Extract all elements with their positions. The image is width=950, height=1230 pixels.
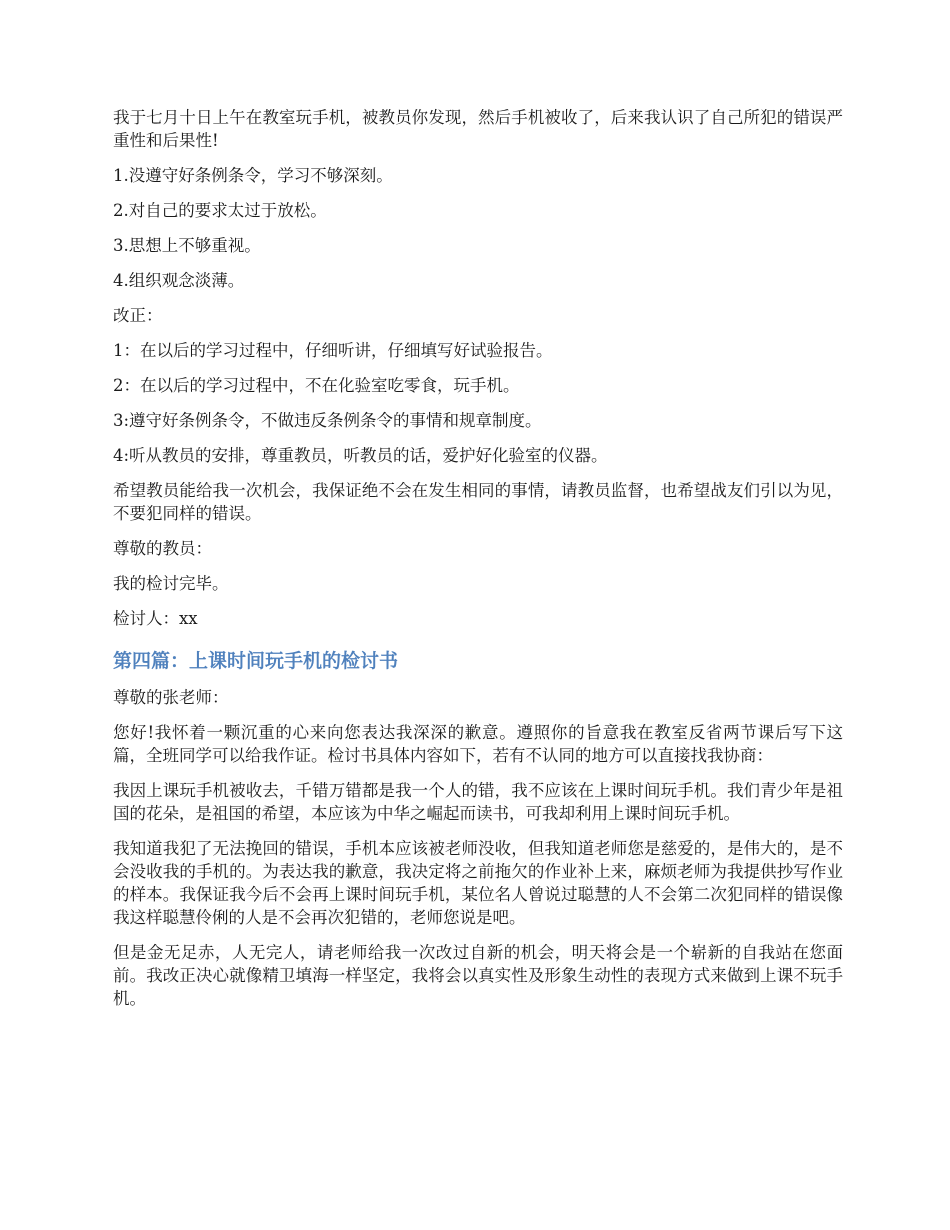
list-item: 4.组织观念淡薄。	[113, 271, 245, 290]
list-item: 3.思想上不够重视。	[113, 236, 261, 255]
salutation: 尊敬的张老师：	[113, 688, 229, 707]
list-item: 2：在以后的学习过程中，不在化验室吃零食，玩手机。	[113, 376, 520, 395]
paragraph: 我因上课玩手机被收去，千错万错都是我一个人的错，我不应该在上课时间玩手机。我们青少年是祖国的花朵，是祖国的希望，本应该为中华之崛起而读书，可我却利用上课时间玩手机。	[113, 781, 843, 823]
signature-line: 检讨人：xx	[113, 609, 198, 628]
list-item: 4:听从教员的安排，尊重教员，听教员的话，爱护好化验室的仪器。	[113, 446, 608, 465]
document-page	[113, 106, 843, 1022]
list-item: 2.对自己的要求太过于放松。	[113, 201, 327, 220]
list-item: 1：在以后的学习过程中，仔细听讲，仔细填写好试验报告。	[113, 341, 553, 360]
paragraph: 我知道我犯了无法挽回的错误，手机本应该被老师没收，但我知道老师您是慈爱的，是伟大的，是不会没收我的手机的。为表达我的歉意，我决定将之前拖欠的作业补上来，麻烦老师为我提供抄写作业的样本。我保证我今后不会再上课时间玩手机，某位名人曾说过聪慧的人不会第二次犯同样的错误像我这样聪慧伶俐的人是不会再次犯错的，老师您说是吧。	[113, 839, 843, 927]
list-item: 3:遵守好条例条令，不做违反条例条令的事情和规章制度。	[113, 411, 542, 430]
paragraph: 但是金无足赤，人无完人，请老师给我一次改过自新的机会，明天将会是一个崭新的自我站在您面前。我改正决心就像精卫填海一样坚定，我将会以真实性及形象生动性的表现方式来做到上课不玩手机。	[113, 943, 843, 1008]
paragraph: 我的检讨完毕。	[113, 574, 229, 593]
paragraph: 我于七月十日上午在教室玩手机，被教员你发现，然后手机被收了，后来我认识了自己所犯的错误严重性和后果性!	[113, 108, 843, 150]
paragraph: 您好!我怀着一颗沉重的心来向您表达我深深的歉意。遵照你的旨意我在教室反省两节课后写下这篇，全班同学可以给我作证。检讨书具体内容如下，若有不认同的地方可以直接找我协商：	[113, 723, 843, 765]
paragraph: 希望教员能给我一次机会，我保证绝不会在发生相同的事情，请教员监督，也希望战友们引以为见，不要犯同样的错误。	[113, 481, 843, 523]
salutation: 尊敬的教员：	[113, 539, 212, 558]
section-heading: 第四篇：上课时间玩手机的检讨书	[113, 650, 399, 672]
paragraph: 改正：	[113, 306, 163, 325]
list-item: 1.没遵守好条例条令，学习不够深刻。	[113, 166, 393, 185]
